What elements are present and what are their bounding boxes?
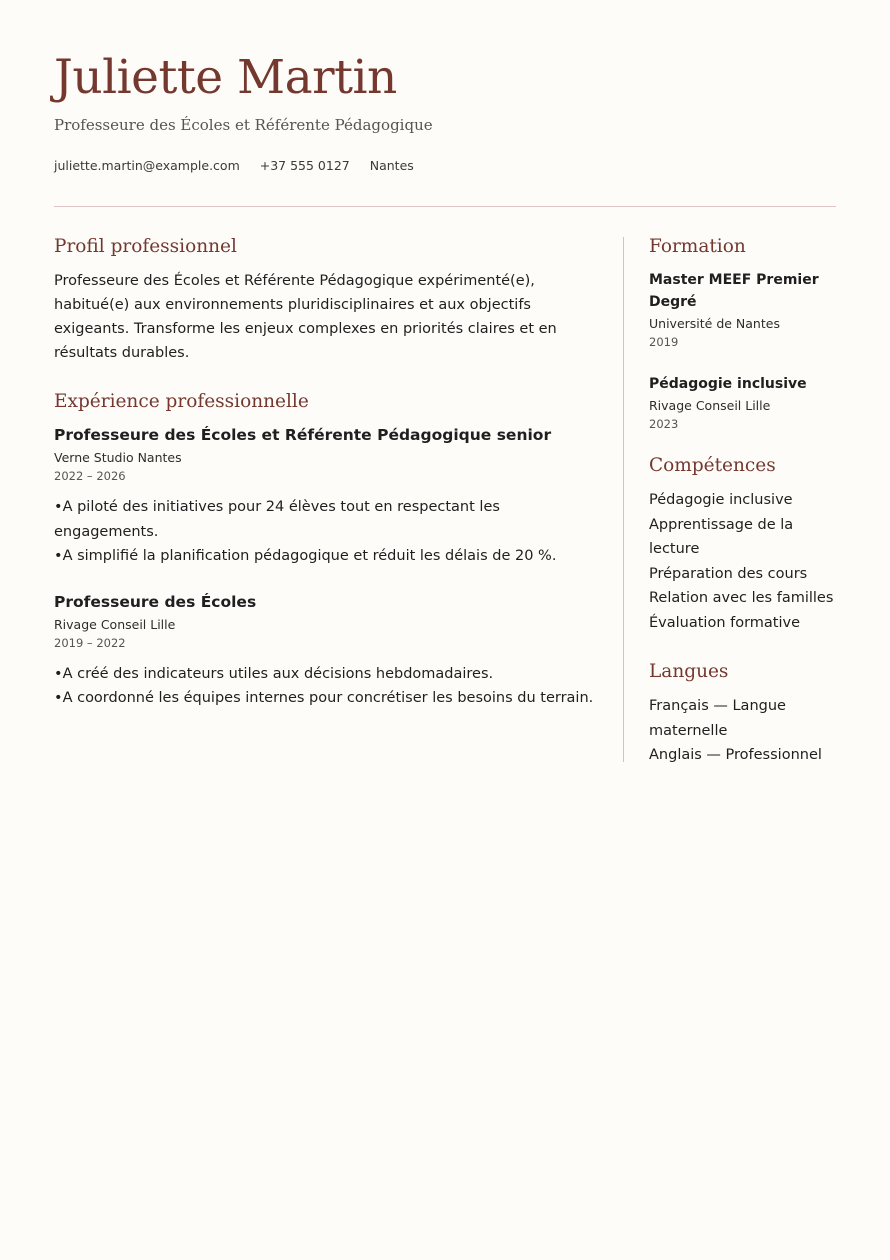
job-title: Professeure des Écoles — [54, 592, 257, 611]
achievement-item: • A créé des indicateurs utiles aux décisions hebdomadaires. — [54, 662, 599, 687]
experience-section — [54, 391, 599, 711]
education-degree: Master MEEF Premier Degré — [649, 272, 819, 310]
education-section — [649, 236, 839, 431]
education-heading: Formation — [649, 236, 746, 257]
skill-item: Relation avec les familles — [649, 590, 834, 606]
candidate-name: Juliette Martin — [54, 50, 397, 105]
profile-text: Professeure des Écoles et Référente Pédagogique expérimenté(e), habitué(e) aux environnements pluridisciplinaires et aux objectifs exigeants. Transforme les enjeux complexes en priorités claires et en résultats durables. — [54, 273, 557, 361]
contact-phone: +37 555 0127 — [259, 158, 350, 173]
skill-item: Évaluation formative — [649, 614, 801, 631]
experience-heading: Expérience professionnelle — [54, 391, 309, 412]
language-item: Anglais — Professionnel — [649, 747, 822, 763]
languages-list — [649, 694, 839, 768]
languages-heading: Langues — [649, 661, 729, 682]
job-dates: 2022 – 2026 — [54, 469, 126, 483]
achievement-item: • A coordonné les équipes internes pour concrétiser les besoins du terrain. — [54, 686, 599, 711]
skill-item: Pédagogie inclusive — [649, 492, 793, 508]
job-title: Professeure des Écoles et Référente Pédagogique senior — [54, 426, 552, 444]
main-column — [54, 236, 599, 733]
education-year: 2019 — [649, 335, 679, 349]
skill-item: Apprentissage de la lecture — [649, 516, 794, 557]
languages-section — [649, 661, 839, 768]
contact-email: juliette.martin@example.com — [54, 158, 240, 173]
achievement-item: • A simplifié la planification pédagogique et réduit les délais de 20 %. — [54, 544, 599, 569]
education-school: Rivage Conseil Lille — [649, 398, 771, 413]
skills-heading: Compétences — [649, 455, 776, 476]
skills-section — [649, 455, 839, 635]
resume-header — [54, 48, 836, 173]
education-entry — [649, 373, 839, 431]
language-item: Français — Langue maternelle — [649, 698, 786, 739]
achievement-item: • A piloté des initiatives pour 24 élèves tout en respectant les engagements. — [54, 495, 599, 544]
job-achievements — [54, 662, 599, 711]
profile-heading: Profil professionnel — [54, 236, 237, 257]
job-company: Verne Studio Nantes — [54, 450, 182, 465]
education-entry — [649, 269, 839, 349]
education-year: 2023 — [649, 417, 679, 431]
skill-item: Préparation des cours — [649, 565, 808, 582]
job-achievements — [54, 495, 599, 569]
education-school: Université de Nantes — [649, 316, 780, 331]
column-divider — [623, 237, 624, 762]
header-divider — [54, 206, 836, 207]
profile-section — [54, 236, 599, 365]
job-dates: 2019 – 2022 — [54, 635, 126, 650]
candidate-title: Professeure des Écoles et Référente Pédagogique — [54, 116, 433, 134]
contact-info — [54, 158, 836, 173]
sidebar-column — [649, 236, 839, 768]
education-degree: Pédagogie inclusive — [649, 376, 807, 392]
skills-list — [649, 488, 839, 635]
job-entry — [54, 591, 599, 711]
job-entry — [54, 424, 599, 569]
job-company: Rivage Conseil Lille — [54, 616, 176, 632]
contact-city: Nantes — [369, 158, 414, 173]
